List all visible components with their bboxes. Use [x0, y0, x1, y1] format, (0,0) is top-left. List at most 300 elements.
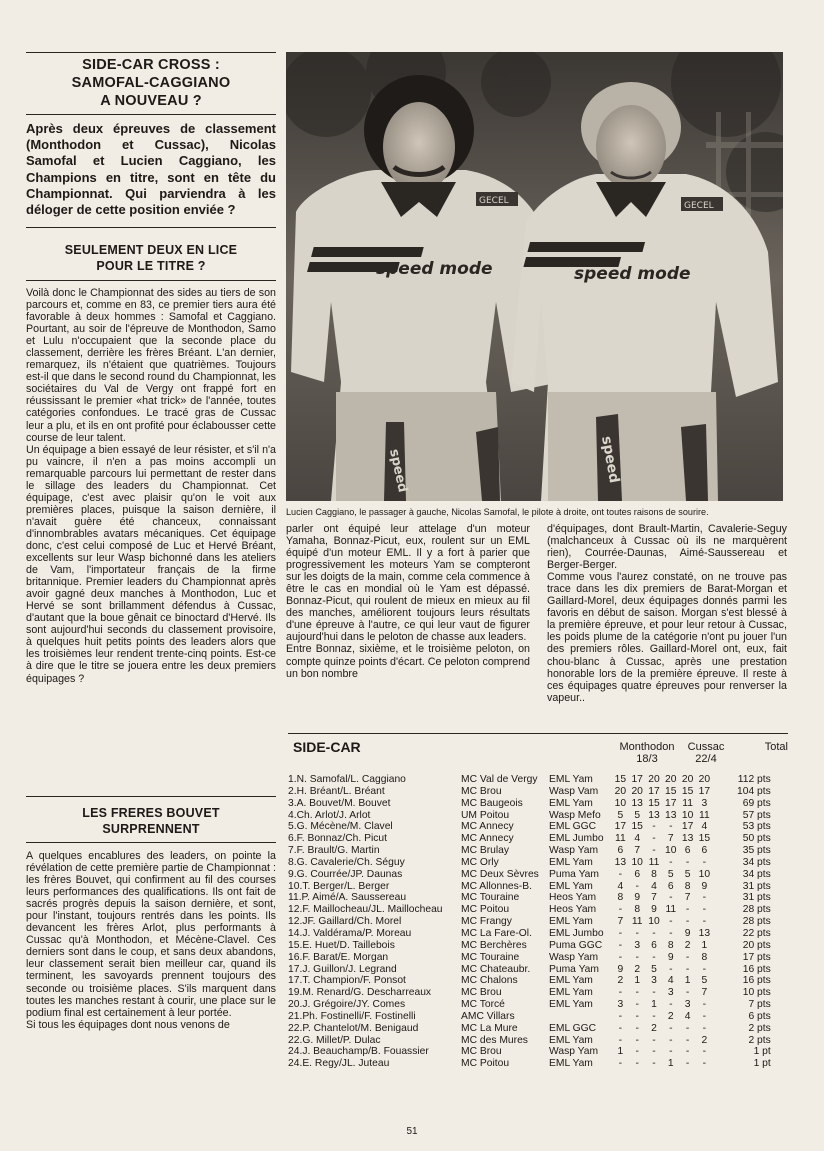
heat-points: 7: [684, 892, 691, 904]
body-paragraph: Entre Bonnaz, sixième, et le troisième peloton, on compte quinze points d'écart. Ce peloton comprend un bon nombre: [286, 643, 530, 680]
heat-points: -: [702, 999, 707, 1011]
rider-names: 9.G. Courrée/JP. Daunas: [288, 868, 403, 880]
rider-names: 15.E. Huet/D. Taillebois: [288, 939, 395, 951]
heat-points: 10: [631, 856, 643, 868]
body-paragraph: Si tous les équipages dont nous venons de: [26, 1018, 230, 1031]
heat-points: 5: [667, 868, 674, 880]
heat-points: 10: [665, 845, 677, 857]
machine-name: Puma Yam: [549, 868, 599, 880]
body-paragraph: Voilà donc le Championnat des sides au tiers de son parcours et, comme en 83, ce premier tiers aura été favorable à deux hommes : Samofal et Caggiano. Pourtant, au soir de l'épreuve de Monthodon, Samo et Lulu n'occupaient que la seconde place du classement, derrière les frères Bréant. L'an dernier, remarquez, ils n'étaient que quatrièmes. Toujours est-il que dans le second round du Championnat, les sociétaires du Val de Vergy ont frappé fort en réussissant le premier «hat trick» de l'année, toutes catégories confondues. Le tracé gras de Cussac leur a plu, et ils en ont profité pour éclabousser cette course de leur talent.: [26, 287, 276, 444]
heat-points: 5: [684, 868, 691, 880]
page-number: 51: [406, 1126, 418, 1137]
heat-points: 8: [684, 880, 691, 892]
heat-points: -: [669, 1034, 673, 1046]
riders-photo: [286, 52, 783, 501]
event2-name: Cussac: [687, 741, 725, 753]
total-points: 22 pts: [742, 927, 771, 939]
heat-points: 3: [684, 999, 691, 1011]
heat-points: -: [618, 987, 623, 999]
total-points: 50 pts: [742, 833, 771, 845]
heat-points: -: [635, 951, 639, 963]
heat-points: -: [702, 856, 707, 868]
rider-names: 22.G. Millet/P. Dulac: [288, 1034, 381, 1046]
box2-text: [26, 287, 276, 685]
club-name: MC Poitou: [461, 904, 510, 916]
heat-points: -: [669, 1046, 673, 1058]
photo-caption: Lucien Caggiano, le passager à gauche, Nicolas Samofal, le pilote à droite, ont toutes raisons de sourire.: [286, 507, 709, 517]
heat-points: 10: [614, 797, 627, 809]
heat-points: 6: [617, 845, 624, 857]
heat-points: 2: [684, 939, 691, 951]
heat-points: 20: [648, 774, 660, 785]
box3-title-line: LES FRERES BOUVET: [82, 806, 220, 820]
heat-points: 4: [684, 1010, 691, 1022]
heat-points: -: [635, 1010, 639, 1022]
heat-points: 2: [634, 963, 641, 975]
heat-points: 8: [634, 904, 641, 916]
heat-points: 13: [681, 833, 694, 845]
heat-points: -: [652, 951, 656, 963]
heat-points: 15: [631, 821, 643, 833]
heat-points: -: [702, 916, 707, 928]
results-table: [288, 774, 771, 1070]
heat-points: -: [652, 821, 656, 833]
total-points: 7 pts: [748, 999, 771, 1011]
heat-points: 15: [698, 833, 711, 845]
heat-points: -: [635, 999, 639, 1011]
body-paragraph: parler ont équipé leur attelage d'un moteur Yamaha, Bonnaz-Picut, eux, roulent sur un EML équipé d'un moteur EML. Il y a fort à parier que progressivement les moteurs Yam se compteront sur les doigts de la main, comme cela commence à être le cas en mondial où le Yam est dépassé. Bonnaz-Picut, qui roulent de mieux en mieux au fil des manches, améliorent toujours leurs résultats d'une épreuve à l'autre, ce qui leur vaut de figurer aujourd'hui dans le peloton de chasse aux leaders.: [286, 523, 530, 644]
heat-points: -: [635, 1022, 639, 1034]
rider-names: 3.A. Bouvet/M. Bouvet: [288, 797, 391, 809]
heat-points: 6: [667, 880, 674, 892]
heat-points: 8: [651, 868, 657, 880]
machine-name: Wasp Mefo: [549, 809, 601, 821]
rider-names: 16.F. Barat/E. Morgan: [288, 951, 389, 963]
heat-points: -: [685, 856, 690, 868]
heat-points: -: [635, 880, 639, 892]
machine-name: Wasp Vam: [549, 785, 599, 797]
heat-points: -: [669, 892, 673, 904]
intro-paragraph: Après deux épreuves de classement (Monthodon et Cussac), Nicolas Samofal et Lucien Caggiano, les Champions en titre, sont en tête du Championnat. Qui parviendra à les déloger de cette position enviée ?: [26, 121, 276, 218]
total-points: 16 pts: [742, 975, 771, 987]
heat-points: 13: [614, 856, 627, 868]
heat-points: 15: [665, 785, 677, 797]
machine-name: EML Yam: [549, 856, 593, 868]
heat-points: 17: [665, 797, 677, 809]
box2-title-line: SEULEMENT DEUX EN LICE: [64, 243, 238, 257]
rider-names: 2.H. Bréant/L. Bréant: [288, 785, 385, 797]
table-row: [288, 952, 771, 964]
heat-points: 7: [617, 916, 624, 928]
heat-points: -: [635, 927, 639, 939]
heat-points: 20: [614, 785, 627, 797]
heat-points: 9: [634, 892, 641, 904]
heat-points: -: [635, 987, 639, 999]
heat-points: 1: [651, 999, 657, 1011]
heat-points: 10: [698, 868, 711, 880]
club-name: MC Poitou: [461, 1058, 510, 1070]
heat-points: 11: [615, 833, 626, 845]
table-row: [288, 892, 771, 904]
rider-names: 1.N. Samofal/L. Caggiano: [288, 774, 406, 785]
heat-points: -: [618, 1022, 623, 1034]
sponsor-label-left: GECEL: [479, 196, 509, 206]
heat-points: -: [702, 892, 707, 904]
total-header: Total: [764, 741, 788, 753]
total-points: 28 pts: [742, 904, 771, 916]
heat-points: 11: [665, 904, 677, 916]
heat-points: 4: [617, 880, 624, 892]
heat-points: -: [702, 1058, 707, 1070]
heat-points: -: [669, 916, 673, 928]
heat-points: -: [652, 1046, 656, 1058]
right-column-text: [547, 523, 787, 704]
club-name: MC Chateaubr.: [461, 963, 531, 975]
heat-points: -: [635, 1046, 639, 1058]
machine-name: EML Yam: [549, 1034, 593, 1046]
heat-points: -: [669, 927, 673, 939]
heat-points: -: [685, 963, 690, 975]
heat-points: -: [652, 927, 656, 939]
club-name: MC des Mures: [461, 1034, 528, 1046]
club-name: MC Brulay: [461, 845, 510, 857]
heat-points: -: [669, 1022, 673, 1034]
rider-names: 6.F. Bonnaz/Ch. Picut: [288, 833, 388, 845]
heat-points: 20: [631, 785, 643, 797]
middle-column-text: [286, 523, 530, 680]
heat-points: 3: [667, 987, 674, 999]
heat-points: 1: [684, 975, 691, 987]
table-row: [288, 940, 771, 952]
heat-points: -: [685, 904, 690, 916]
heat-points: 11: [631, 916, 643, 928]
body-paragraph: Comme vous l'aurez constaté, on ne trouve pas trace dans les dix premiers de Barat-Morgan et Gaillard-Morel, deux équipages donnés parmi les favoris en début de saison. Morgan s'est blessé à la première épreuve, et pour leur retour à Cussac, les poids plume de la catégorie n'ont pu jouer l'un des premiers rôles. Gaillard-Morel ont, eux, fait chou-blanc à Cussac, après une prestation honorable lors de la première épreuve. Il reste à ces équipages quatre épreuves pour renverser la vapeur..: [547, 571, 787, 704]
club-name: UM Poitou: [461, 809, 510, 821]
total-points: 2 pts: [748, 1022, 771, 1034]
heat-points: -: [618, 927, 623, 939]
total-points: 31 pts: [742, 892, 771, 904]
rider-names: 10.T. Berger/L. Berger: [288, 880, 390, 892]
heat-points: -: [618, 1058, 623, 1070]
table-row: [288, 786, 771, 798]
body-paragraph: Un équipage a bien essayé de leur résister, et s'il n'a pu vaincre, il n'en a pas moins accompli un remarquable parcours lui permettant de rester dans le sillage des leaders du Championnat. Cet équipage, c'est avec plaisir qu'on le voit aux premières places, puisque la saison dernière, il n'avait guère été chanceux, connaissant d'innombrables avatars mécaniques. Cet équipage donc, c'est celui composé de Luc et Hervé Bréant, excellents sur leur Wasp bichonné dans les ateliers de Vam, l'importateur français de la firme britannique. Premier leaders du Championnat après avoir gagné deux manches à Monthodon, Luc et Hervé se sont brillamment défendus à Cussac, d'autant que la boue gênait ce binoctard d'Hervé. Ils sont aujourd'hui seconds du classement provisoire, à quelques huit petits points des leaders alors que les troisièmes leur rendent trente-cinq points. Est-ce à dire que le titre se jouera entre les deux premiers équipages ?: [26, 443, 276, 685]
rider-names: 20.J. Grégoire/JY. Comes: [288, 999, 406, 1011]
heat-points: -: [669, 999, 673, 1011]
machine-name: Wasp Yam: [549, 845, 599, 857]
box1-title: [26, 56, 276, 110]
box3-title-line: SURPRENNENT: [102, 822, 200, 836]
jersey-text-right: speed mode: [574, 264, 691, 284]
table-row: [288, 845, 771, 857]
table-row: [288, 975, 771, 987]
machine-name: EML Yam: [549, 774, 593, 785]
rider-names: 14.J. Valdérama/P. Moreau: [288, 927, 412, 939]
heat-points: -: [685, 951, 690, 963]
box2-title: [26, 242, 276, 274]
total-points: 10 pts: [742, 987, 771, 999]
heat-points: -: [618, 1010, 623, 1022]
heat-points: -: [702, 963, 707, 975]
heat-points: 11: [682, 797, 693, 809]
heat-points: 17: [648, 785, 660, 797]
heat-points: 3: [651, 975, 657, 987]
machine-name: EML Yam: [549, 916, 593, 928]
rider-names: 21.Ph. Fostinelli/F. Fostinelli: [288, 1010, 416, 1022]
club-name: MC Brou: [461, 1046, 502, 1058]
heat-points: 4: [667, 975, 674, 987]
club-name: MC Annecy: [461, 833, 514, 845]
heat-points: -: [669, 963, 673, 975]
machine-name: EML Yam: [549, 1058, 593, 1070]
club-name: MC Touraine: [461, 892, 520, 904]
heat-points: 9: [651, 904, 657, 916]
heat-points: 17: [681, 821, 694, 833]
box1-top-rule: [26, 52, 276, 53]
riders-photo-graphic: [286, 52, 783, 501]
table-row: [288, 1046, 771, 1058]
heat-points: 1: [667, 1058, 674, 1070]
machine-name: EML Jumbo: [549, 833, 604, 845]
table-row: [288, 916, 771, 928]
club-name: AMC Villars: [461, 1010, 515, 1022]
heat-points: -: [685, 1034, 690, 1046]
box3-title-rule: [26, 842, 276, 843]
event2-header: [676, 741, 736, 765]
heat-points: 4: [701, 821, 708, 833]
heat-points: 5: [617, 809, 624, 821]
heat-points: 20: [665, 774, 677, 785]
club-name: MC Touraine: [461, 951, 520, 963]
club-name: MC Frangy: [461, 916, 512, 928]
club-name: MC Baugeois: [461, 797, 523, 809]
box3-top-rule: [26, 796, 276, 797]
heat-points: 7: [667, 833, 674, 845]
club-name: MC Deux Sèvres: [461, 868, 539, 880]
heat-points: 17: [631, 774, 643, 785]
table-row: [288, 1023, 771, 1035]
total-points: 34 pts: [742, 856, 771, 868]
club-name: MC Val de Vergy: [461, 774, 538, 785]
heat-points: -: [685, 916, 690, 928]
table-row: [288, 928, 771, 940]
heat-points: 13: [648, 809, 660, 821]
table-row: [288, 810, 771, 822]
heat-points: -: [702, 1046, 707, 1058]
rider-names: 11.P. Aimé/A. Saussereau: [288, 892, 407, 904]
heat-points: 9: [701, 880, 708, 892]
heat-points: 9: [667, 951, 674, 963]
total-points: 1 pt: [753, 1046, 771, 1058]
heat-points: 15: [648, 797, 660, 809]
heat-points: 2: [701, 1034, 708, 1046]
heat-points: -: [652, 987, 656, 999]
heat-points: 5: [651, 963, 657, 975]
heat-points: 1: [634, 975, 641, 987]
table-row: [288, 1011, 771, 1023]
rider-names: 12.JF. Gaillard/Ch. Morel: [288, 916, 402, 928]
heat-points: 6: [684, 845, 691, 857]
heat-points: -: [702, 904, 707, 916]
heat-points: -: [652, 833, 656, 845]
machine-name: Puma GGC: [549, 939, 603, 951]
heat-points: -: [685, 1022, 690, 1034]
machine-name: Wasp Yam: [549, 1046, 599, 1058]
club-name: MC Orly: [461, 856, 499, 868]
heat-points: 1: [617, 1046, 624, 1058]
total-points: 6 pts: [748, 1010, 771, 1022]
body-paragraph: d'équipages, dont Brault-Martin, Cavalerie-Seguy (malchanceux à Cussac où ils ne marquèrent rien), Courrée-Daunas, Aimé-Saussereau et Berger-Berger.: [547, 523, 787, 572]
heat-points: -: [652, 1010, 656, 1022]
heat-points: -: [618, 904, 623, 916]
heat-points: 4: [651, 880, 657, 892]
total-points: 17 pts: [742, 951, 771, 963]
jersey-text-left: speed mode: [376, 259, 493, 279]
club-name: MC Brou: [461, 987, 502, 999]
event2-date: 22/4: [695, 753, 717, 765]
table-row: [288, 1058, 771, 1070]
box2-title-rule: [26, 280, 276, 281]
box2-top-rule: [26, 227, 276, 228]
heat-points: 1: [701, 939, 708, 951]
heat-points: -: [652, 1058, 656, 1070]
heat-points: -: [635, 1034, 639, 1046]
heat-points: 9: [617, 963, 624, 975]
event1-header: [612, 741, 682, 765]
rider-names: 7.F. Brault/G. Martin: [288, 845, 380, 857]
rider-names: 17.J. Guillon/J. Legrand: [288, 963, 397, 975]
box1-title-line: A NOUVEAU ?: [100, 93, 202, 109]
table-row: [288, 964, 771, 976]
heat-points: 11: [648, 856, 660, 868]
heat-points: 15: [614, 774, 627, 785]
machine-name: [549, 1011, 612, 1023]
machine-name: EML Yam: [549, 975, 593, 987]
heat-points: -: [618, 939, 623, 951]
heat-points: 7: [701, 987, 708, 999]
box1-title-line: SIDE-CAR CROSS :: [82, 57, 220, 73]
total-points: 57 pts: [742, 809, 771, 821]
heat-points: 20: [698, 774, 711, 785]
club-name: MC Chalons: [461, 975, 518, 987]
heat-points: -: [652, 1034, 656, 1046]
rider-names: 12.F. Maillocheau/JL. Maillocheau: [288, 904, 443, 916]
machine-name: EML Yam: [549, 880, 593, 892]
table-row: [288, 881, 771, 893]
heat-points: 13: [665, 809, 677, 821]
total-points: 31 pts: [742, 880, 771, 892]
table-row: [288, 1035, 771, 1047]
results-top-rule: [288, 733, 788, 734]
heat-points: 6: [701, 845, 708, 857]
club-name: MC Brou: [461, 785, 502, 797]
body-paragraph: A quelques encablures des leaders, on pointe la révélation de cette première partie de Championnat : les frères Bouvet, qui confirment au fil des courses leurs performances des qualifications. Ils ont fait de sacrés progrès depuis la saison dernière, et sont, pour l'instant, toujours rentrés dans les points. Ils devancent les frères Arlot, plus performants à Cussac qu'à Monthodon, et Mécène-Clavel. Ces derniers sont dans le coup, et sans deux abandons, leur classement serait bien meilleur car, quand ils terminent, les savoyards prennent toujours des seconde ou troisième places. S'ils marquent dans toutes les manches restant à courir, une place sur le podium final est certainement à leur portée.: [26, 850, 276, 1019]
heat-points: -: [669, 821, 673, 833]
sponsor-label-right: GECEL: [684, 201, 714, 211]
heat-points: 6: [651, 939, 657, 951]
total-points: 35 pts: [742, 845, 771, 857]
machine-name: EML Yam: [549, 987, 593, 999]
heat-points: 7: [651, 892, 657, 904]
table-row: [288, 904, 771, 916]
club-name: MC Berchères: [461, 939, 527, 951]
box3-text: [26, 850, 276, 1031]
total-points: 69 pts: [742, 797, 771, 809]
table-row: [288, 821, 771, 833]
rider-names: 19.M. Renard/G. Descharreaux: [288, 987, 432, 999]
heat-points: 10: [648, 916, 660, 928]
rider-names: 22.P. Chantelot/M. Benigaud: [288, 1022, 419, 1034]
heat-points: 17: [698, 785, 711, 797]
heat-points: 3: [701, 797, 708, 809]
heat-points: -: [618, 868, 623, 880]
club-name: MC Torcé: [461, 999, 505, 1011]
box3-title: [26, 805, 276, 837]
heat-points: 2: [667, 1010, 674, 1022]
machine-name: EML Yam: [549, 797, 593, 809]
results-title: SIDE-CAR: [293, 739, 361, 755]
leg-text-left: speed: [386, 447, 410, 494]
total-points: 20 pts: [742, 939, 771, 951]
heat-points: 11: [699, 809, 710, 821]
rider-names: 17.T. Champion/F. Ponsot: [288, 975, 406, 987]
heat-points: 5: [701, 975, 708, 987]
club-name: MC Allonnes-B.: [461, 880, 532, 892]
rider-names: 8.G. Cavalerie/Ch. Séguy: [288, 856, 405, 868]
event1-date: 18/3: [636, 753, 658, 765]
table-row: [288, 798, 771, 810]
heat-points: 5: [634, 809, 641, 821]
leg-text-right: speed: [598, 434, 623, 485]
total-points: 104 pts: [737, 785, 771, 797]
heat-points: -: [669, 856, 673, 868]
machine-name: EML GGC: [549, 1022, 597, 1034]
heat-points: -: [702, 1022, 707, 1034]
heat-points: -: [635, 1058, 639, 1070]
total-points: 53 pts: [742, 821, 771, 833]
heat-points: 8: [617, 892, 624, 904]
heat-points: -: [685, 1046, 690, 1058]
machine-name: Heos Yam: [549, 904, 597, 916]
rider-names: 24.J. Beauchamp/B. Fouassier: [288, 1046, 429, 1058]
heat-points: -: [652, 845, 656, 857]
heat-points: 20: [681, 774, 694, 785]
total-points: 34 pts: [742, 868, 771, 880]
rider-names: 4.Ch. Arlot/J. Arlot: [288, 809, 371, 821]
heat-points: 3: [634, 939, 641, 951]
event1-name: Monthodon: [619, 741, 675, 753]
heat-points: 7: [634, 845, 641, 857]
club-name: MC La Mure: [461, 1022, 518, 1034]
machine-name: Puma Yam: [549, 963, 599, 975]
total-points: 1 pt: [753, 1058, 771, 1070]
box2-title-line: POUR LE TITRE ?: [96, 259, 206, 273]
machine-name: Heos Yam: [549, 892, 597, 904]
heat-points: 8: [667, 939, 674, 951]
heat-points: -: [618, 951, 623, 963]
box1-title-line: SAMOFAL-CAGGIANO: [71, 75, 231, 91]
heat-points: 13: [631, 797, 643, 809]
heat-points: 8: [701, 951, 708, 963]
machine-name: Wasp Yam: [549, 951, 599, 963]
heat-points: 3: [617, 999, 624, 1011]
heat-points: 9: [684, 927, 691, 939]
table-row: [288, 833, 771, 845]
rider-names: 24.E. Regy/JL. Juteau: [288, 1058, 390, 1070]
club-name: MC Annecy: [461, 821, 514, 833]
heat-points: 6: [634, 868, 641, 880]
rider-names: 5.G. Mécène/M. Clavel: [288, 821, 393, 833]
total-points: 112 pts: [737, 774, 771, 785]
